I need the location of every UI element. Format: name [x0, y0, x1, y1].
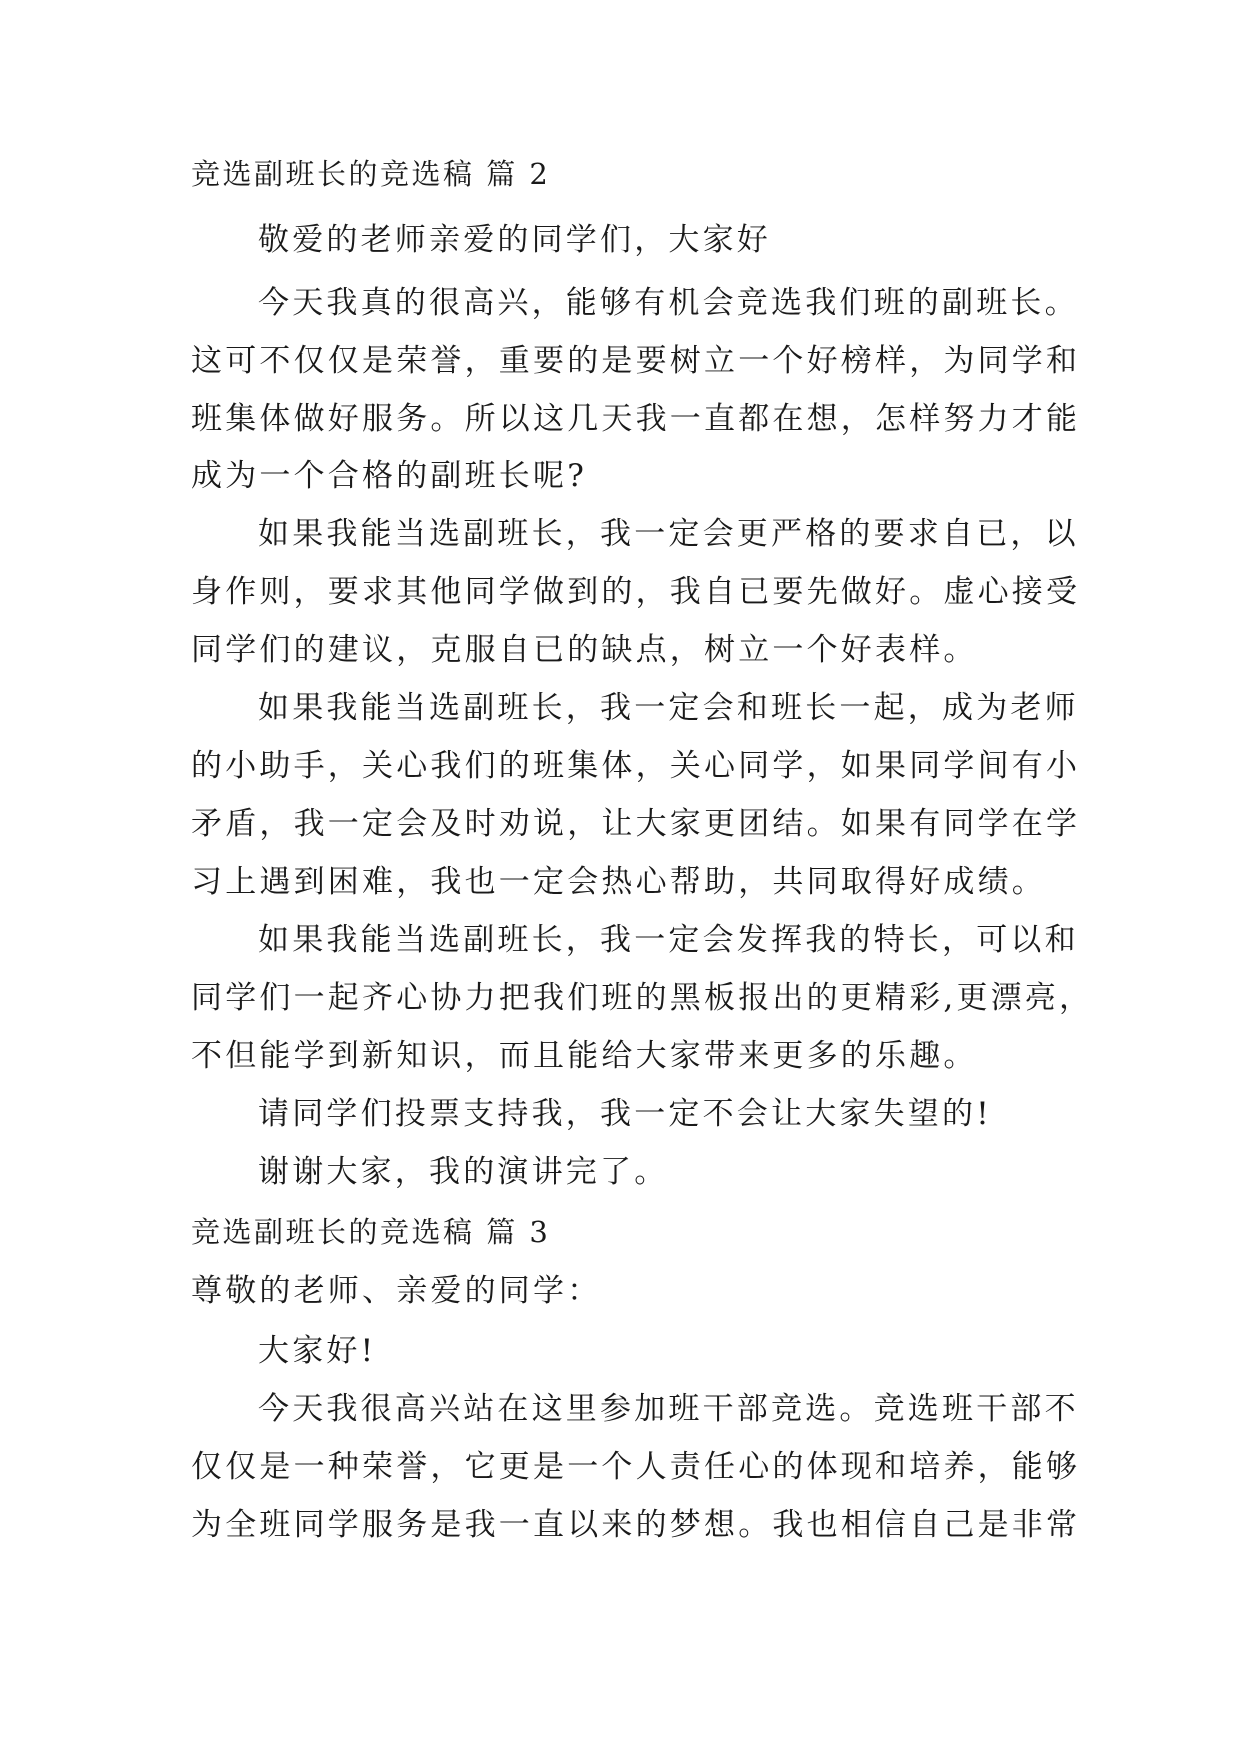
paragraph-line: 身作则，要求其他同学做到的，我自已要先做好。虚心接受: [191, 574, 1081, 610]
paragraph-line: 今天我真的很高兴，能够有机会竞选我们班的副班长。: [258, 285, 1079, 321]
section-2-heading: 竞选副班长的竞选稿 篇 2: [191, 157, 551, 191]
paragraph-line: 同学们的建议，克服自已的缺点，树立一个好表样。: [191, 632, 978, 668]
paragraph-line: 矛盾，我一定会及时劝说，让大家更团结。如果有同学在学: [191, 806, 1081, 842]
section-2-greeting: 敬爱的老师亲爱的同学们，大家好: [258, 222, 771, 258]
paragraph-line: 习上遇到困难，我也一定会热心帮助，共同取得好成绩。: [191, 864, 1046, 900]
paragraph-line: 这可不仅仅是荣誉，重要的是要树立一个好榜样，为同学和: [191, 343, 1081, 379]
paragraph-line: 如果我能当选副班长，我一定会更严格的要求自已，以: [258, 516, 1079, 552]
paragraph-line: 今天我很高兴站在这里参加班干部竞选。竞选班干部不: [258, 1391, 1079, 1427]
section-3-heading: 竞选副班长的竞选稿 篇 3: [191, 1215, 551, 1249]
paragraph-line: 仅仅是一种荣誉，它更是一个人责任心的体现和培养，能够: [191, 1449, 1081, 1485]
section-3-greeting: 大家好!: [258, 1333, 377, 1369]
paragraph-line: 为全班同学服务是我一直以来的梦想。我也相信自己是非常: [191, 1507, 1081, 1543]
paragraph-line: 如果我能当选副班长，我一定会发挥我的特长，可以和: [258, 922, 1079, 958]
section-3-salutation: 尊敬的老师、亲爱的同学：: [191, 1273, 602, 1309]
paragraph-line: 同学们一起齐心协力把我们班的黑板报出的更精彩,更漂亮，: [191, 980, 1094, 1016]
paragraph-line: 的小助手，关心我们的班集体，关心同学，如果同学间有小: [191, 748, 1081, 784]
paragraph-line: 如果我能当选副班长，我一定会和班长一起，成为老师: [258, 690, 1079, 726]
paragraph-line: 成为一个合格的副班长呢?: [191, 458, 588, 494]
paragraph-line: 请同学们投票支持我，我一定不会让大家失望的!: [258, 1096, 992, 1132]
paragraph-line: 班集体做好服务。所以这几天我一直都在想，怎样努力才能: [191, 401, 1081, 437]
paragraph-line: 不但能学到新知识，而且能给大家带来更多的乐趣。: [191, 1038, 978, 1074]
paragraph-line: 谢谢大家，我的演讲完了。: [258, 1154, 669, 1190]
